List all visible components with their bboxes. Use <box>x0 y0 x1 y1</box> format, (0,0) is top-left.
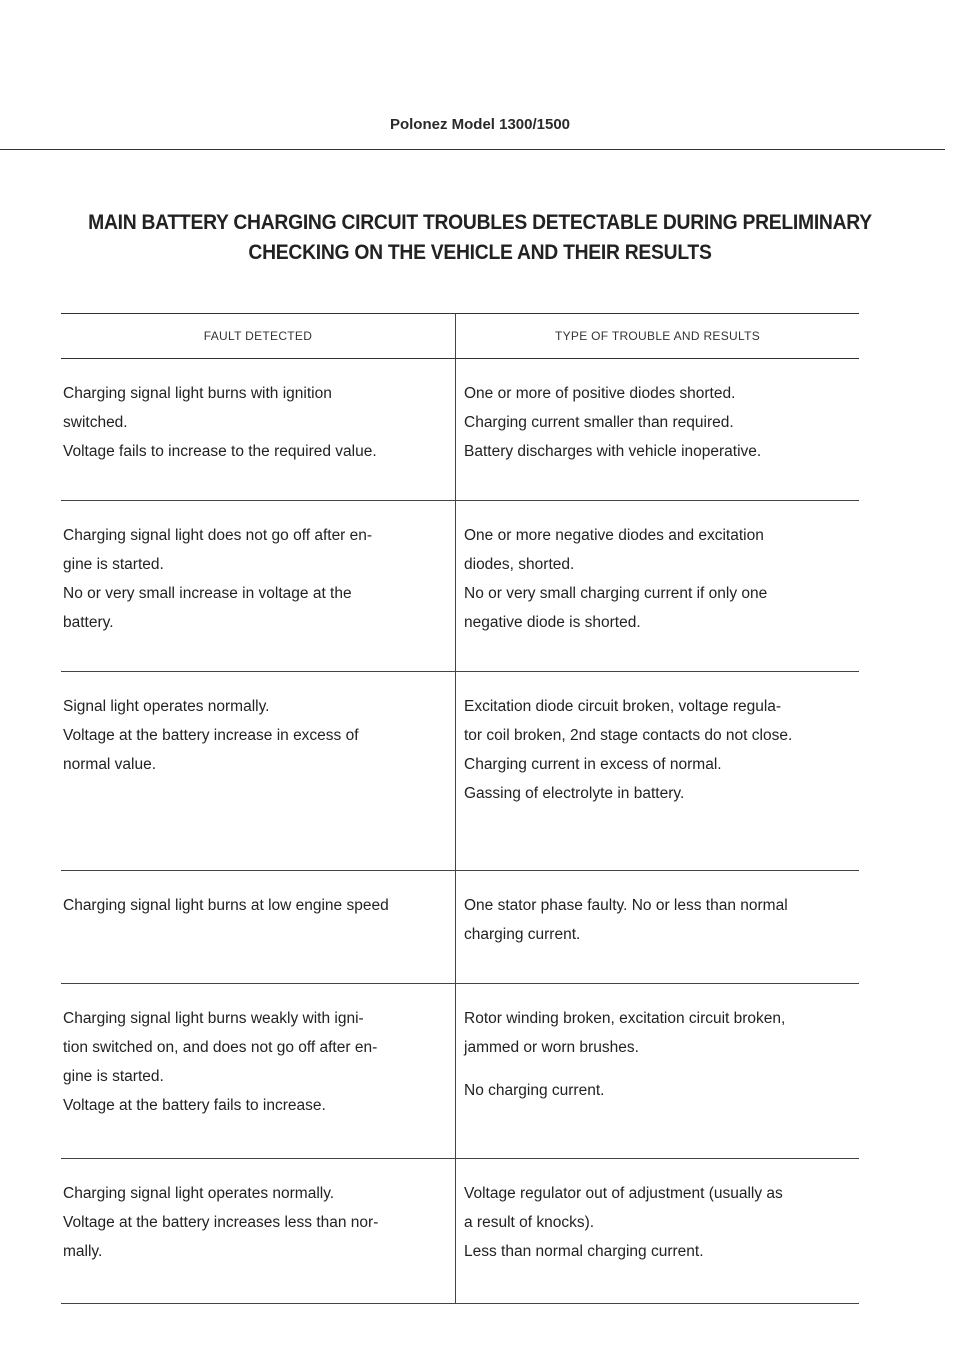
cell-line: charging current. <box>464 926 581 943</box>
column-header-fault: FAULT DETECTED <box>61 314 456 359</box>
cell-line: Gassing of electrolyte in battery. <box>464 785 685 802</box>
result-cell <box>456 672 860 871</box>
cell-line: tion switched on, and does not go off after en- <box>63 1039 378 1056</box>
result-cell <box>456 871 860 984</box>
cell-line: Charging signal light does not go off after en- <box>63 527 373 544</box>
page-header: Polonez Model 1300/1500 <box>389 116 571 133</box>
cell-line: battery. <box>63 614 114 631</box>
column-header-result: TYPE OF TROUBLE AND RESULTS <box>456 314 860 359</box>
cell-line: Voltage regulator out of adjustment (usually as <box>464 1185 783 1202</box>
cell-line: gine is started. <box>63 1068 164 1085</box>
cell-line: Excitation diode circuit broken, voltage regula- <box>464 698 782 715</box>
table-row <box>61 1159 859 1304</box>
cell-line: negative diode is shorted. <box>464 614 641 631</box>
result-cell <box>456 1159 860 1304</box>
cell-line: gine is started. <box>63 556 164 573</box>
cell-line: Charging signal light operates normally. <box>63 1185 335 1202</box>
cell-line: Signal light operates normally. <box>63 698 270 715</box>
cell-line: No charging current. <box>464 1082 605 1099</box>
table-row <box>61 672 859 871</box>
fault-cell <box>61 984 456 1159</box>
cell-line: mally. <box>63 1243 103 1260</box>
cell-line: Voltage at the battery fails to increase. <box>63 1097 326 1114</box>
table-row <box>61 501 859 672</box>
table-row <box>61 359 859 501</box>
cell-line: Rotor winding broken, excitation circuit broken, <box>464 1010 786 1027</box>
title-line-1: MAIN BATTERY CHARGING CIRCUIT TROUBLES DETECTABLE DURING PRELIMINARY <box>88 211 872 234</box>
cell-line: Charging current smaller than required. <box>464 414 734 431</box>
table-row <box>61 871 859 984</box>
title-line-2: CHECKING ON THE VEHICLE AND THEIR RESULTS <box>248 241 712 264</box>
cell-line: jammed or worn brushes. <box>464 1039 639 1056</box>
fault-cell <box>61 501 456 672</box>
cell-line: Charging signal light burns weakly with igni- <box>63 1010 364 1027</box>
cell-line: diodes, shorted. <box>464 556 575 573</box>
fault-cell <box>61 359 456 501</box>
cell-line: normal value. <box>63 756 157 773</box>
cell-line: No or very small charging current if only one <box>464 585 768 602</box>
cell-line: Charging signal light burns with ignition <box>63 385 332 402</box>
result-cell <box>456 359 860 501</box>
cell-line: Voltage fails to increase to the required value. <box>63 443 377 460</box>
cell-line: a result of knocks). <box>464 1214 595 1231</box>
cell-line: One or more of positive diodes shorted. <box>464 385 736 402</box>
document-title <box>0 208 960 268</box>
result-cell <box>456 984 860 1159</box>
cell-line: Charging signal light burns at low engine speed <box>63 897 389 914</box>
fault-cell <box>61 1159 456 1304</box>
cell-line: Charging current in excess of normal. <box>464 756 722 773</box>
table-row <box>61 984 859 1159</box>
cell-spacer <box>464 1062 855 1076</box>
cell-line: Less than normal charging current. <box>464 1243 704 1260</box>
cell-line: tor coil broken, 2nd stage contacts do not close. <box>464 727 793 744</box>
cell-line: No or very small increase in voltage at the <box>63 585 352 602</box>
cell-line: Voltage at the battery increase in excess of <box>63 727 359 744</box>
cell-line: switched. <box>63 414 128 431</box>
cell-line: Battery discharges with vehicle inoperative. <box>464 443 762 460</box>
cell-line: One stator phase faulty. No or less than normal <box>464 897 788 914</box>
cell-line: Voltage at the battery increases less than nor- <box>63 1214 379 1231</box>
header-rule <box>0 149 945 150</box>
fault-cell <box>61 871 456 984</box>
fault-table <box>61 313 859 1304</box>
cell-line: One or more negative diodes and excitation <box>464 527 764 544</box>
table-header-row <box>61 314 859 359</box>
fault-cell <box>61 672 456 871</box>
result-cell <box>456 501 860 672</box>
